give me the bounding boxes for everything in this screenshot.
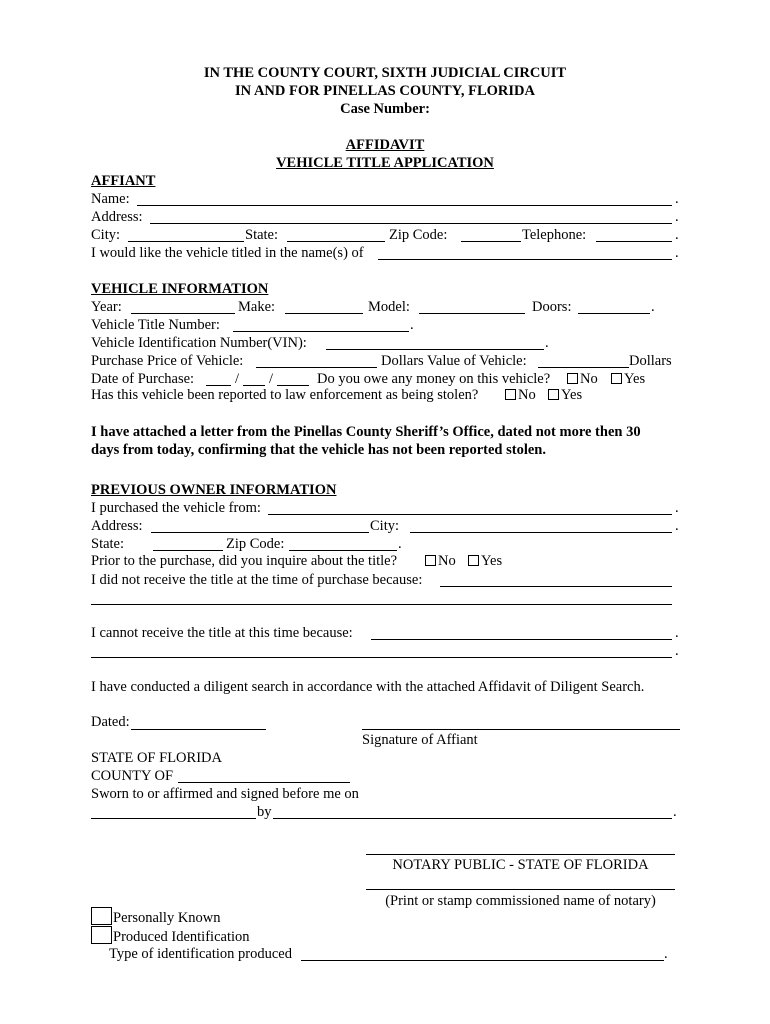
period: . <box>675 245 679 261</box>
affiant-name-field[interactable] <box>137 205 672 206</box>
vehicle-year-field[interactable] <box>131 313 235 314</box>
vehicle-model-label: Model: <box>368 299 410 315</box>
sheriff-statement-line1: I have attached a letter from the Pinellas County Sheriff’s Office, dated not more then 30 <box>91 424 641 440</box>
county-of-label: COUNTY OF <box>91 768 174 784</box>
period: . <box>673 804 677 820</box>
type-of-identification-field[interactable] <box>301 960 664 961</box>
owe-money-question: Do you owe any money on this vehicle? <box>317 371 551 387</box>
produced-identification-label: Produced Identification <box>113 929 250 945</box>
diligent-search-statement: I have conducted a diligent search in accordance with the attached Affidavit of Diligent Search. <box>91 679 645 695</box>
period: . <box>675 191 679 207</box>
sheriff-statement-line2: days from today, confirming that the vehicle has not been reported stolen. <box>91 442 546 458</box>
state-of-florida: STATE OF FLORIDA <box>91 750 222 766</box>
dated-label: Dated: <box>91 714 130 730</box>
checkbox-icon[interactable] <box>567 373 578 384</box>
sworn-by-field[interactable] <box>273 818 672 819</box>
stolen-question: Has this vehicle been reported to law enforcement as being stolen? <box>91 387 479 403</box>
period: . <box>651 299 655 315</box>
sworn-date-field[interactable] <box>91 818 256 819</box>
vehicle-title-number-label: Vehicle Title Number: <box>91 317 220 333</box>
dollars-label: Dollars <box>629 353 672 369</box>
owe-yes-option[interactable]: Yes <box>611 370 645 388</box>
notary-public-label: NOTARY PUBLIC - STATE OF FLORIDA <box>392 857 649 873</box>
inquire-title-question: Prior to the purchase, did you inquire about the title? <box>91 553 398 569</box>
affiant-address-field[interactable] <box>150 223 672 224</box>
period: . <box>410 317 414 333</box>
document-subtitle: VEHICLE TITLE APPLICATION <box>276 155 494 171</box>
dollars-value-field[interactable] <box>538 367 629 368</box>
previous-owner-zip-field[interactable] <box>289 550 397 551</box>
purchased-from-field[interactable] <box>268 514 672 515</box>
period: . <box>675 643 679 659</box>
checkbox-icon[interactable] <box>505 389 516 400</box>
produced-identification-checkbox[interactable] <box>91 926 112 944</box>
period: . <box>675 518 679 534</box>
purchased-from-label: I purchased the vehicle from: <box>91 500 261 516</box>
affiant-signature-field[interactable] <box>362 729 680 730</box>
inquire-no-option[interactable]: No <box>425 552 456 570</box>
period: . <box>675 500 679 516</box>
affiant-heading: AFFIANT <box>91 173 156 189</box>
dated-field[interactable] <box>131 729 266 730</box>
vin-label: Vehicle Identification Number(VIN): <box>91 335 307 351</box>
checkbox-icon[interactable] <box>548 389 559 400</box>
notary-signature-field[interactable] <box>366 854 675 855</box>
personally-known-label: Personally Known <box>113 910 221 926</box>
inquire-yes-option[interactable]: Yes <box>468 552 502 570</box>
previous-owner-zip-label: Zip Code: <box>226 536 285 552</box>
county-field[interactable] <box>178 782 350 783</box>
previous-owner-city-field[interactable] <box>410 532 672 533</box>
court-county: IN AND FOR PINELLAS COUNTY, FLORIDA <box>235 83 535 99</box>
vehicle-make-label: Make: <box>238 299 276 315</box>
checkbox-icon[interactable] <box>611 373 622 384</box>
not-received-label: I did not receive the title at the time of purchase because: <box>91 572 423 588</box>
not-received-field-continued[interactable] <box>91 604 672 605</box>
affiant-telephone-label: Telephone: <box>522 227 587 243</box>
period: . <box>675 625 679 641</box>
previous-owner-state-label: State: <box>91 536 125 552</box>
purchase-price-label: Purchase Price of Vehicle: <box>91 353 244 369</box>
cannot-receive-field-continued[interactable] <box>91 657 672 658</box>
affiant-state-label: State: <box>245 227 279 243</box>
affiant-zip-field[interactable] <box>461 241 521 242</box>
purchase-price-field[interactable] <box>256 367 377 368</box>
period: . <box>398 536 402 552</box>
court-title: IN THE COUNTY COURT, SIXTH JUDICIAL CIRCUIT <box>203 65 567 81</box>
date-of-purchase-label: Date of Purchase: <box>91 371 195 387</box>
previous-owner-city-label: City: <box>370 518 400 534</box>
stolen-yes-option[interactable]: Yes <box>548 386 582 404</box>
owe-no-option[interactable]: No <box>567 370 598 388</box>
print-stamp-label: (Print or stamp commissioned name of notary) <box>385 893 656 909</box>
cannot-receive-field[interactable] <box>371 639 672 640</box>
type-of-identification-label: Type of identification produced <box>109 946 292 962</box>
period: . <box>675 227 679 243</box>
affiant-address-label: Address: <box>91 209 143 225</box>
affiant-city-field[interactable] <box>128 241 244 242</box>
stolen-no-option[interactable]: No <box>505 386 536 404</box>
affiant-telephone-field[interactable] <box>596 241 672 242</box>
not-received-field[interactable] <box>440 586 672 587</box>
checkbox-icon[interactable] <box>468 555 479 566</box>
notary-name-field[interactable] <box>366 889 675 890</box>
affiant-state-field[interactable] <box>287 241 385 242</box>
vehicle-make-field[interactable] <box>285 313 363 314</box>
vehicle-model-field[interactable] <box>419 313 525 314</box>
vehicle-heading: VEHICLE INFORMATION <box>91 281 269 297</box>
vehicle-doors-label: Doors: <box>532 299 572 315</box>
affiant-city-label: City: <box>91 227 121 243</box>
by-label: by <box>257 804 272 820</box>
previous-owner-heading: PREVIOUS OWNER INFORMATION <box>91 482 337 498</box>
vin-field[interactable] <box>326 349 544 350</box>
previous-owner-state-field[interactable] <box>153 550 223 551</box>
titled-names-field[interactable] <box>378 259 672 260</box>
previous-owner-address-field[interactable] <box>151 532 369 533</box>
signature-of-affiant-label: Signature of Affiant <box>362 732 478 748</box>
period: . <box>545 335 549 351</box>
period: . <box>664 946 668 962</box>
affiant-name-label: Name: <box>91 191 130 207</box>
titled-names-label: I would like the vehicle titled in the name(s) of <box>91 245 364 261</box>
vehicle-doors-field[interactable] <box>578 313 650 314</box>
affiant-zip-label: Zip Code: <box>389 227 448 243</box>
vehicle-title-number-field[interactable] <box>233 331 409 332</box>
checkbox-icon[interactable] <box>425 555 436 566</box>
dollars-value-label: Dollars Value of Vehicle: <box>381 353 527 369</box>
case-number-label: Case Number: <box>340 101 430 117</box>
cannot-receive-label: I cannot receive the title at this time because: <box>91 625 353 641</box>
document-title: AFFIDAVIT <box>345 137 425 153</box>
sworn-statement: Sworn to or affirmed and signed before me on <box>91 786 359 802</box>
period: . <box>675 209 679 225</box>
personally-known-checkbox[interactable] <box>91 907 112 925</box>
vehicle-year-label: Year: <box>91 299 122 315</box>
previous-owner-address-label: Address: <box>91 518 143 534</box>
